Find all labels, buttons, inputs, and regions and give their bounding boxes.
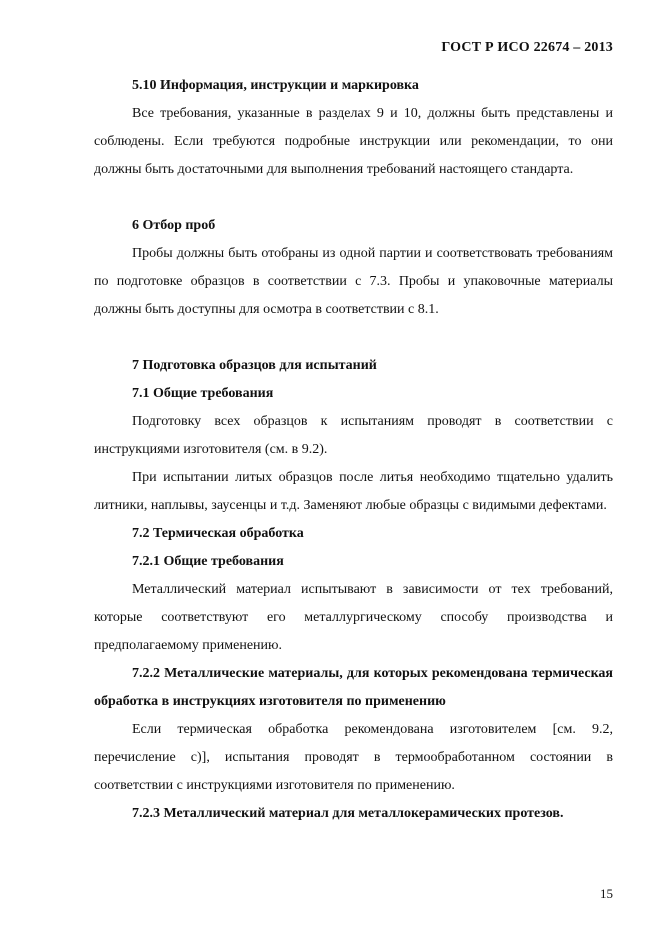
section-7-1-paragraph-2: При испытании литых образцов после литья необходимо тщательно удалить литники, наплывы, заусенцы и т.д. Заменяют любые образцы с видимыми дефектами. <box>94 470 613 513</box>
spacer <box>94 324 613 352</box>
section-7-1-heading: 7.1 Общие требования <box>132 386 274 401</box>
document-header: ГОСТ Р ИСО 22674 – 2013 <box>441 40 613 55</box>
section-5-10-heading: 5.10 Информация, инструкции и маркировка <box>132 78 419 93</box>
section-7-2-2-heading: 7.2.2 Металлические материалы, для которых рекомендована термическая обработка в инструкциях изготовителя по применению <box>94 666 613 709</box>
section-7-2-1-paragraph: Металлический материал испытывают в зависимости от тех требований, которые соответствуют его металлургическому способу производства и предполагаемому применению. <box>94 582 613 653</box>
section-6-paragraph: Пробы должны быть отобраны из одной партии и соответствовать требованиям по подготовке образцов в соответствии с 7.3. Пробы и упаковочные материалы должны быть доступны для осмотра в соответствии с 8.1. <box>94 246 613 317</box>
section-7-1-paragraph-1: Подготовку всех образцов к испытаниям проводят в соответствии с инструкциями изготовителя (см. в 9.2). <box>94 414 613 457</box>
section-7-heading: 7 Подготовка образцов для испытаний <box>132 358 377 373</box>
section-5-10-paragraph: Все требования, указанные в разделах 9 и 10, должны быть представлены и соблюдены. Если требуются подробные инструкции или рекомендации, то они должны быть достаточными для выполнения требований настоящего стандарта. <box>94 106 613 177</box>
section-7-2-heading: 7.2 Термическая обработка <box>132 526 304 541</box>
document-body <box>94 72 613 828</box>
section-7-2-1-heading: 7.2.1 Общие требования <box>132 554 284 569</box>
page-number: 15 <box>600 886 613 901</box>
section-7-2-2-paragraph: Если термическая обработка рекомендована изготовителем [см. 9.2, перечисление с)], испытания проводят в термообработанном состоянии в соответствии с инструкциями изготовителя по применению. <box>94 722 613 793</box>
section-7-2-3-heading: 7.2.3 Металлический материал для металлокерамических протезов. <box>132 806 564 821</box>
spacer <box>94 184 613 212</box>
section-6-heading: 6 Отбор проб <box>132 218 216 233</box>
